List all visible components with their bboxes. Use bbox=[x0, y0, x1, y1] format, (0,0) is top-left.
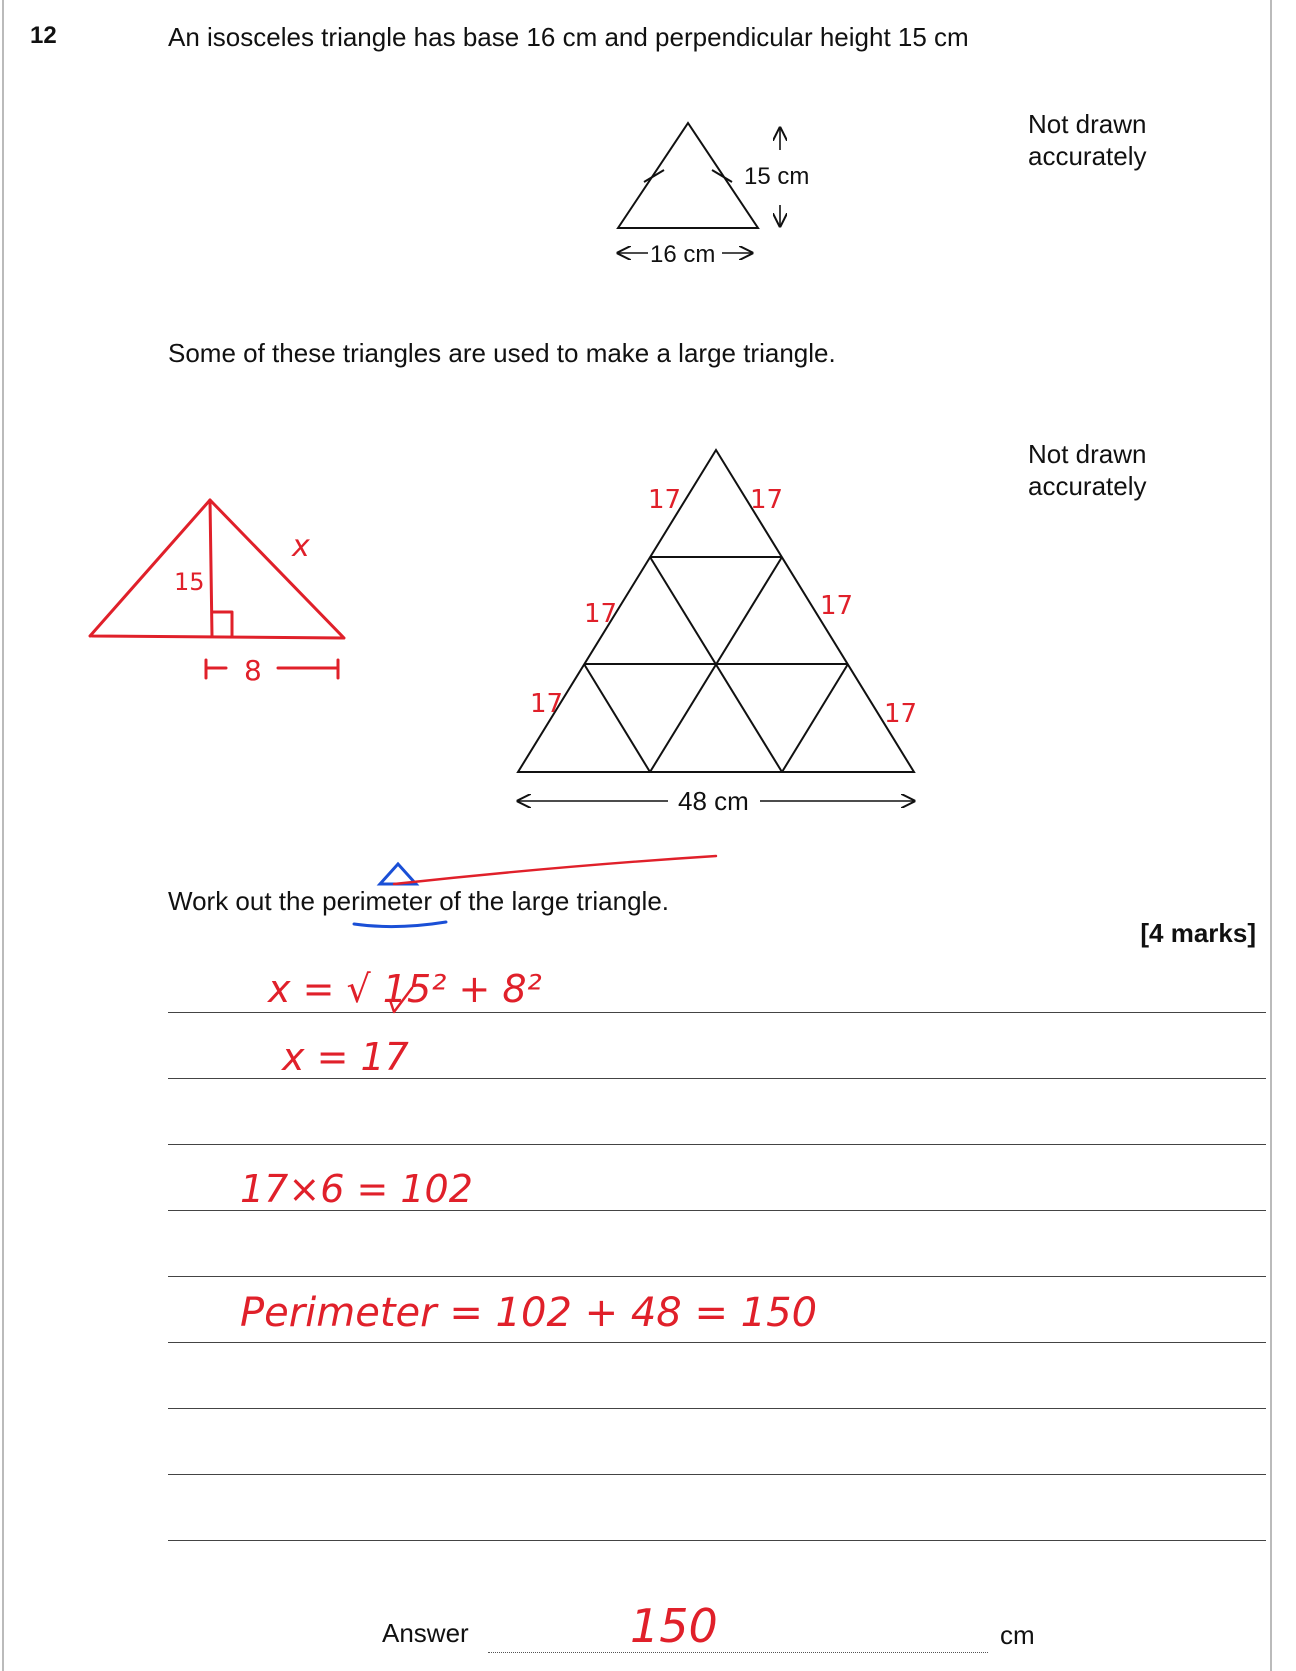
large-base-label: 48 cm bbox=[678, 786, 749, 816]
task-text-after: of the large triangle. bbox=[431, 886, 670, 916]
side-label: 17 bbox=[750, 485, 784, 515]
small-height-label: 15 cm bbox=[744, 163, 810, 190]
task-text-before: Work out the bbox=[168, 886, 323, 916]
small-triangle bbox=[618, 123, 758, 228]
work-line-3: 17×6 = 102 bbox=[240, 1167, 473, 1211]
not-drawn-note-1: Not drawn accurately bbox=[1028, 109, 1147, 171]
marks-label: [4 marks] bbox=[1140, 918, 1256, 948]
middle-text: Some of these triangles are used to make a large triangle. bbox=[168, 338, 836, 368]
answer-unit: cm bbox=[1000, 1620, 1035, 1650]
work-line-1: x = √ 15² + 8² bbox=[268, 967, 542, 1011]
large-triangle bbox=[518, 450, 914, 772]
question-intro: An isosceles triangle has base 16 cm and perpendicular height 15 cm bbox=[168, 22, 969, 52]
blue-annotation bbox=[354, 864, 446, 927]
side-label: 17 bbox=[584, 599, 618, 629]
side-label: 17 bbox=[648, 485, 682, 515]
answer-label: Answer bbox=[382, 1618, 469, 1648]
task-keyword: perimeter bbox=[322, 886, 432, 916]
side-label: 17 bbox=[530, 689, 564, 719]
answer-value: 150 bbox=[630, 1599, 718, 1653]
small-base-label: 16 cm bbox=[650, 241, 716, 268]
not-drawn-note-2: Not drawn accurately bbox=[1028, 439, 1147, 501]
work-line-4: Perimeter = 102 + 48 = 150 bbox=[240, 1290, 818, 1336]
sketch-hyp-label: x bbox=[292, 529, 310, 564]
side-label: 17 bbox=[884, 699, 918, 729]
question-number: 12 bbox=[30, 22, 57, 49]
sketch-height-label: 15 bbox=[174, 568, 205, 596]
side-label: 17 bbox=[820, 591, 854, 621]
work-line-2: x = 17 bbox=[282, 1035, 409, 1079]
sketch-half-base-label: 8 bbox=[244, 654, 262, 687]
